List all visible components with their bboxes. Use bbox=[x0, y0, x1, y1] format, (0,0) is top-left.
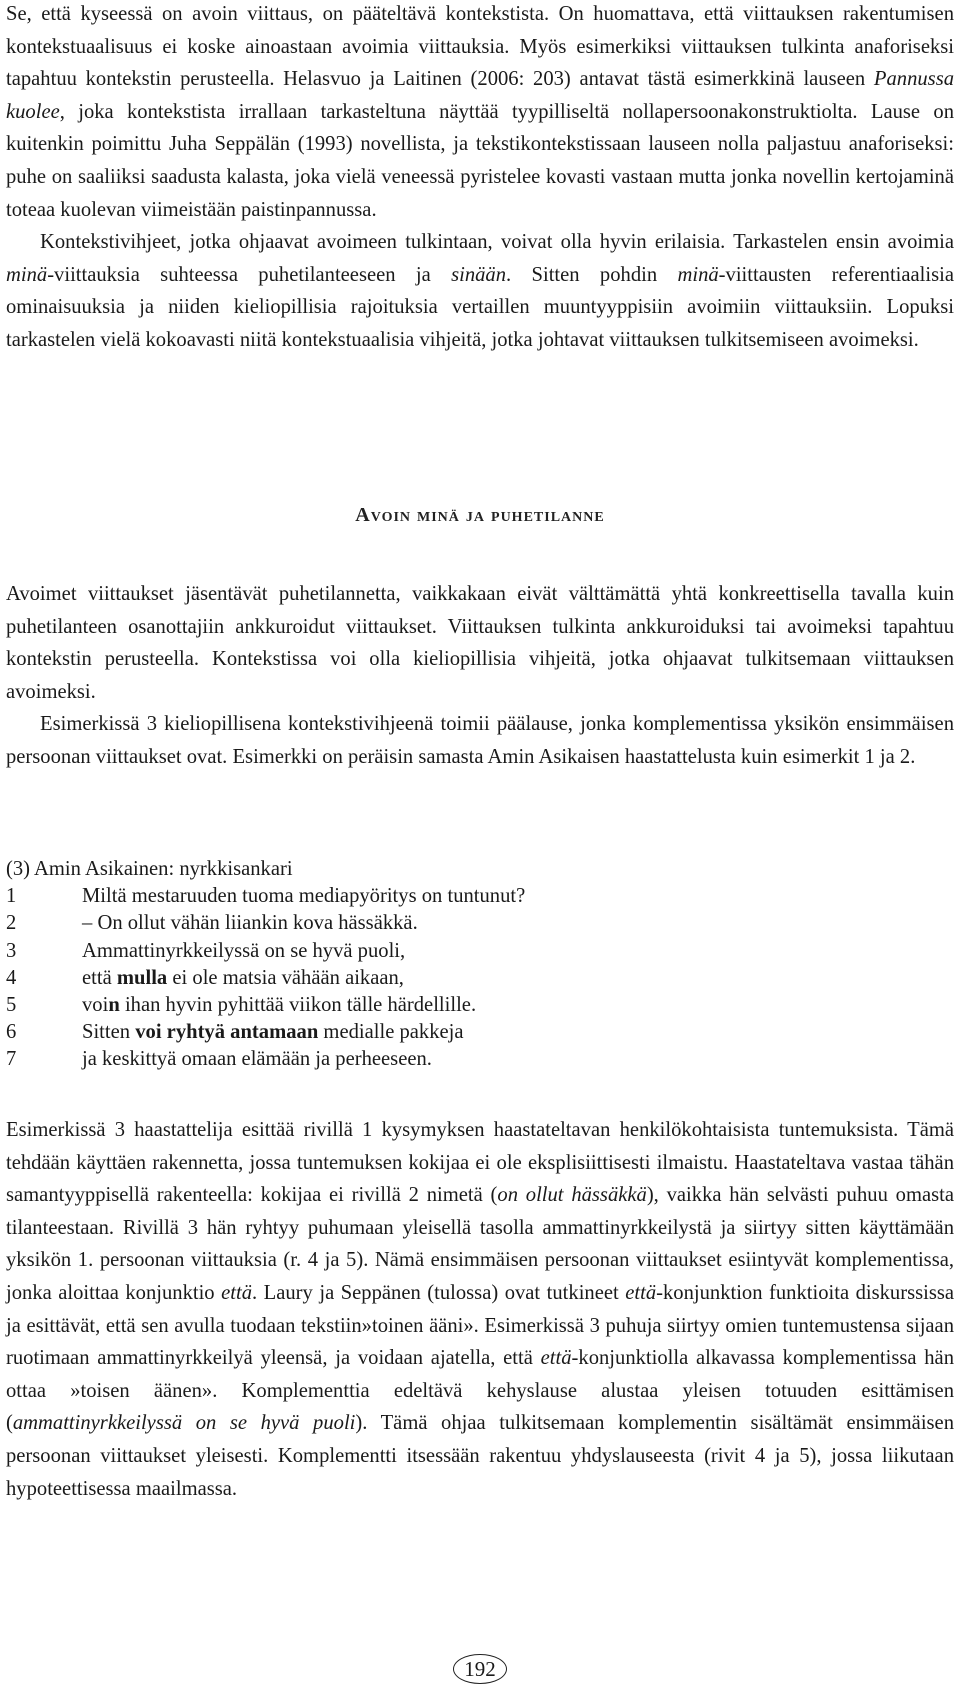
line-number: 4 bbox=[6, 966, 17, 989]
text-run: Ammattinyrkkeilyssä on se hyvä puoli, bbox=[82, 939, 406, 962]
italic-run: että bbox=[625, 1281, 657, 1304]
line-number: 1 bbox=[6, 885, 17, 908]
section-heading: Avoin minä ja puhetilanne bbox=[355, 504, 605, 526]
text-run: Miltä mestaruuden tuoma mediapyöritys on tuntunut? bbox=[82, 885, 526, 908]
paragraph-1 bbox=[6, 0, 954, 226]
example-line bbox=[6, 965, 954, 992]
example-line bbox=[6, 1046, 954, 1073]
example-3 bbox=[6, 856, 954, 1074]
bold-run: mulla bbox=[116, 966, 168, 989]
text-run: ). Tämä ohjaa tulkitsemaan komplementin sisältämät ensimmäisen persoonan viittaukset yleisesti. Komplementti itsessään rakentuu yhdyslauseesta (rivit 4 ja 5), jossa liikutaan hypoteettisessa maailmassa. bbox=[6, 1412, 954, 1500]
text-run: Esimerkissä 3 haastattelija esittää rivillä 1 kysymyksen haastateltavan henkilökohtaisista tuntemuksista. Tämä tehdään käyttäen rakennetta, jossa tuntemuksen kokijaa ei ole eksplisiittisesti ilmaistu. Haastateltava vastaa tähän samantyyppisellä rakenteella: kokijaa ei rivillä 2 nimetä ( bbox=[6, 1119, 954, 1207]
italic-run: ammattinyrkkeilyssä on se hyvä puoli bbox=[12, 1412, 356, 1435]
text-run: voi bbox=[82, 994, 109, 1017]
page-footer bbox=[0, 1654, 960, 1684]
text-run: -konjunktion funktioita diskurssissa ja esittävät, että sen avulla tuodaan tekstiin»toinen ääni». Esimerkissä 3 puhuja siirtyy omien tuntemustensa sijaan ruotimaan ammattinyrkkeilyä yleensä, ja voidaan ajatella, että bbox=[6, 1281, 955, 1370]
line-text bbox=[82, 910, 954, 937]
text-run: , joka kontekstista irrallaan tarkasteltuna näyttää tyypilliseltä nollapersoonakonstruktiolta. Lause on kuitenkin poimittu Juha Seppälän (1993) novellista, ja tekstikontekstissaan lauseen nolla paljastuu anaforiseksi: puhe on saaliiksi saadusta kalasta, joka vielä veneessä pyristelee kovasti vastaan mutta jonka novellin kertojaminä toteaa kuolevan viimeistään paistinpannussa. bbox=[6, 100, 954, 221]
text-run: Sitten bbox=[82, 1021, 136, 1044]
text-run: Se, että kyseessä on avoin viittaus, on pääteltävä kontekstista. On huomattava, että viittauksen rakentumisen kontekstuaalisuus ei koske ainoastaan avoimia viittauksia. Myös esimerkiksi viittauksen tulkinta anaforiseksi tapahtuu kontekstin perusteella. Helasvuo ja Laitinen (2006: 203) antavat tästä esimerkkinä lauseen bbox=[6, 3, 954, 91]
italic-run: minä bbox=[677, 263, 719, 286]
bold-run: n bbox=[108, 994, 120, 1017]
text-run: että bbox=[82, 966, 117, 989]
page-number: 192 bbox=[453, 1654, 507, 1684]
line-text bbox=[82, 965, 954, 992]
line-number: 5 bbox=[6, 994, 17, 1017]
text-run: ja keskittyä omaan elämään ja perheeseen. bbox=[82, 1048, 432, 1071]
text-run: Avoimet viittaukset jäsentävät puhetilannetta, vaikkakaan eivät välttämättä yhtä konkreettisella tavalla kuin puhetilanteen osanottajiin ankkuroidut viittaukset. Viittauksen tulkinta ankkuroiduksi tai avoimeksi tapahtuu kontekstin perusteella. Kontekstissa voi olla kieliopillisia vihjeitä, jotka ohjaavat tulkitsemaan viittauksen avoimeksi. bbox=[6, 583, 954, 703]
text-run: -viittauksia suhteessa puhetilanteeseen ja bbox=[47, 263, 452, 286]
text-run: – On ollut vähän liiankin kova hässäkkä. bbox=[82, 912, 418, 935]
example-lines bbox=[6, 883, 954, 1073]
example-line bbox=[6, 992, 954, 1019]
italic-run: että bbox=[540, 1347, 572, 1370]
line-text bbox=[82, 992, 954, 1019]
italic-run: sinään bbox=[451, 263, 507, 286]
paragraph-4 bbox=[6, 708, 954, 773]
text-run: . Laury ja Seppänen (tulossa) ovat tutkineet bbox=[252, 1281, 626, 1304]
line-number: 6 bbox=[6, 1021, 17, 1044]
document-page bbox=[6, 0, 955, 1500]
line-number: 2 bbox=[6, 912, 17, 935]
text-run: . Sitten pohdin bbox=[506, 263, 678, 286]
text-run: ), vaikka hän selvästi puhuu omasta tilanteestaan. Rivillä 3 hän ryhtyy puhumaan yleisellä tasolla ammattinyrkkeilystä ja siirtyy sitten käyttämään yksikön 1. persoonan viittauksia (r. 4 ja 5). Nämä ensimmäisen persoonan viittaukset esiintyvät komplementissa, jonka aloittaa konjunktio bbox=[6, 1184, 954, 1304]
line-number: 3 bbox=[6, 939, 17, 962]
example-title: (3) Amin Asikainen: nyrkkisankari bbox=[6, 858, 293, 880]
example-line bbox=[6, 1019, 954, 1046]
example-line bbox=[6, 910, 954, 937]
line-text bbox=[82, 938, 954, 965]
line-text bbox=[82, 1046, 954, 1073]
italic-run: on ollut hässäkkä bbox=[497, 1184, 647, 1207]
line-number: 7 bbox=[6, 1048, 17, 1071]
italic-run: että bbox=[221, 1281, 253, 1304]
line-text bbox=[82, 883, 954, 910]
paragraph-5 bbox=[6, 1114, 954, 1505]
text-run: Esimerkissä 3 kieliopillisena kontekstivihjeenä toimii päälause, jonka komplementissa yksikön ensimmäisen persoonan viittaukset ovat. Esimerkki on peräisin samasta Amin Asikaisen haastattelusta kuin esimerkit 1 ja 2. bbox=[6, 713, 954, 768]
italic-run: Pannussa kuolee bbox=[6, 68, 954, 123]
text-run: medialle pakkeja bbox=[318, 1021, 464, 1044]
italic-run: minä bbox=[6, 263, 48, 286]
paragraph-3 bbox=[6, 578, 954, 708]
line-text bbox=[82, 1019, 954, 1046]
text-run: ei ole matsia vähään aikaan, bbox=[167, 966, 404, 989]
text-run: ihan hyvin pyhittää viikon tälle härdellille. bbox=[119, 994, 477, 1017]
paragraph-2 bbox=[6, 226, 954, 356]
text-run: -konjunktiolla alkavassa komplementissa hän ottaa »toisen äänen». Komplementtia edeltävä kehyslause alustaa yleisen totuuden esittämisen ( bbox=[6, 1347, 954, 1435]
text-run: Kontekstivihjeet, jotka ohjaavat avoimeen tulkintaan, voivat olla hyvin erilaisia. Tarkastelen ensin avoimia bbox=[40, 231, 954, 254]
bold-run: voi ryhtyä antamaan bbox=[135, 1021, 319, 1044]
text-run: -viittausten referentiaalisia ominaisuuksia ja niiden kieliopillisia rajoituksia vertaillen muuntyyppisiin avoimiin viittauksiin. Lopuksi tarkastelen vielä kokoavasti niitä kontekstuaalisia vihjeitä, jotka johtavat viittauksen tulkitsemiseen avoimeksi. bbox=[6, 263, 955, 351]
example-line bbox=[6, 883, 954, 910]
example-line bbox=[6, 938, 954, 965]
